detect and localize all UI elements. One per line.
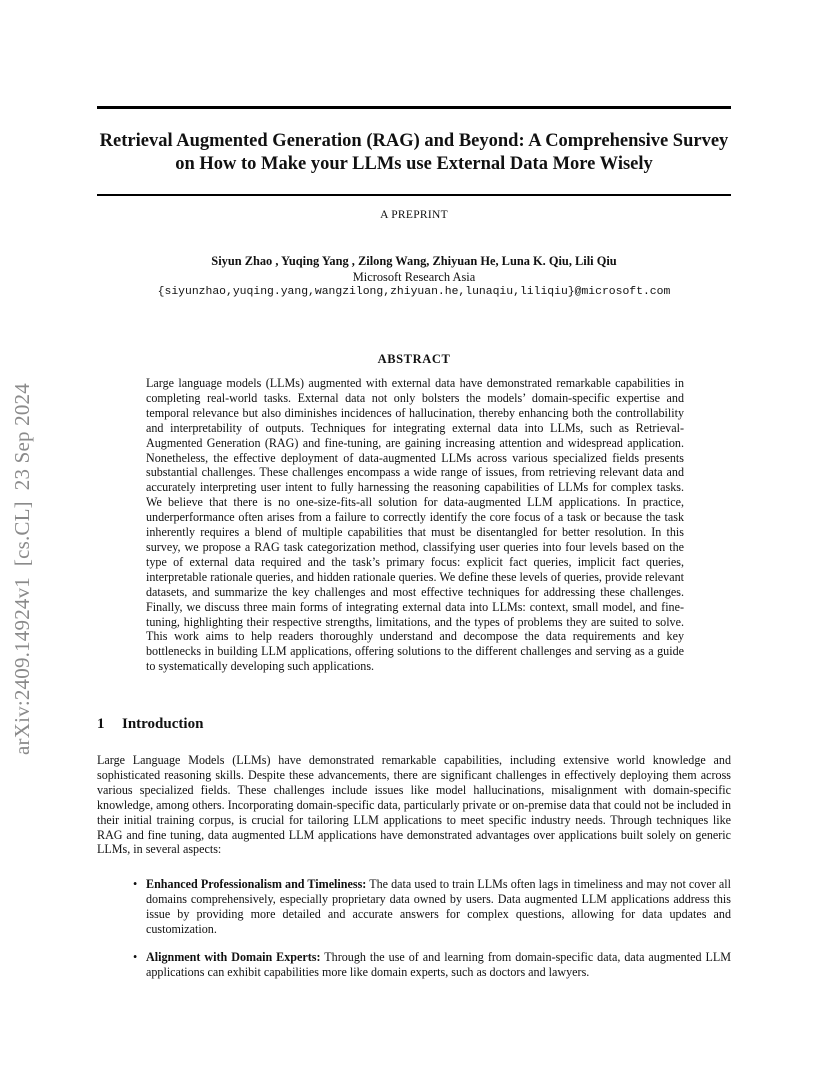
arxiv-stamp: arXiv:2409.14924v1 [cs.CL] 23 Sep 2024 xyxy=(10,383,34,755)
section-heading xyxy=(97,716,203,733)
bullet-icon: • xyxy=(133,877,138,891)
bullet-term: Enhanced Professionalism and Timeliness: xyxy=(146,877,367,891)
preprint-label: A PREPRINT xyxy=(380,209,448,221)
bullet-text: Through the use of and learning from domain-specific data, data augmented LLM applications can exhibit capabilities more like domain experts, such as doctors and lawyers. xyxy=(146,949,731,979)
list-item xyxy=(133,877,731,937)
section-title: Introduction xyxy=(122,716,204,732)
list-item xyxy=(133,950,731,980)
abstract-heading: ABSTRACT xyxy=(377,352,451,366)
title-bottom-rule xyxy=(97,194,731,196)
bullet-icon: • xyxy=(133,949,138,964)
bullet-term: Alignment with Domain Experts: xyxy=(146,949,321,964)
advantages-list xyxy=(133,877,731,992)
affiliation: Microsoft Research Asia xyxy=(352,269,476,284)
author-block xyxy=(97,254,731,301)
author-emails: {siyunzhao,yuqing.yang,wangzilong,zhiyuan.he,lunaqiu,liliqiu}@microsoft.com xyxy=(157,286,671,298)
intro-paragraph: Large Language Models (LLMs) have demonstrated remarkable capabilities, including extensive world knowledge and sophisticated reasoning skills. Despite these advancements, there are significant challenges in effectively deploying them across various specialized fields. These challenges include issues like model hallucinations, misalignment with domain-specific knowledge, among others. Incorporating domain-specific data, particularly private or on-premise data that could not be included in their initial training corpus, is crucial for tailoring LLM applications to meet specific industry needs. Through techniques like RAG and fine tuning, data augmented LLM applications have demonstrated advantages over applications built solely on generic LLMs, in several aspects: xyxy=(97,753,731,857)
bullet-text: The data used to train LLMs often lags in timeliness and may not cover all domains comprehensively, especially proprietary data owned by users. Data augmented LLM applications address this issue by providing more detailed and accurate answers for complex questions, allowing for data updates and customization. xyxy=(146,877,731,936)
author-names: Siyun Zhao , Yuqing Yang , Zilong Wang, Zhiyuan He, Luna K. Qiu, Lili Qiu xyxy=(211,254,617,268)
title-top-rule xyxy=(97,106,731,109)
abstract-text: Large language models (LLMs) augmented with external data have demonstrated remarkable capabilities in completing real-world tasks. External data not only bolsters the models’ domain-specific expertise and temporal relevance but also diminishes incidences of hallucination, thereby enhancing both the controllability and interpretability of outputs. Techniques for integrating external data into LLMs, such as Retrieval-Augmented Generation (RAG) and fine-tuning, are gaining increasing attention and widespread application. Nonetheless, the effective deployment of data-augmented LLMs across various specialized fields presents substantial challenges. These challenges encompass a wide range of issues, from retrieving relevant data and accurately interpreting user intent to fully harnessing the reasoning capabilities of LLMs for complex tasks. We believe that there is no one-size-fits-all solution for data-augmented LLM applications. In practice, underperformance often arises from a failure to correctly identify the core focus of a task or because the task inherently requires a blend of multiple capabilities that must be disentangled for better resolution. In this survey, we propose a RAG task categorization method, classifying user queries into four levels based on the type of external data required and the task’s primary focus: explicit fact queries, implicit fact queries, interpretable rationale queries, and hidden rationale queries. We define these levels of queries, provide relevant datasets, and summarize the key challenges and most effective techniques for addressing these challenges. Finally, we discuss three main forms of integrating external data into LLMs: context, small model, and fine-tuning, highlighting their respective strengths, limitations, and the types of problems they are suited to solve. This work aims to help readers thoroughly understand and decompose the data requirements and key bottlenecks in building LLM applications, offering solutions to the different challenges and serving as a guide to systematically developing such applications. xyxy=(146,376,684,674)
section-number: 1 xyxy=(97,716,105,732)
paper-title: Retrieval Augmented Generation (RAG) and Beyond: A Comprehensive Survey on How to Make your LLMs use External Data More Wisely xyxy=(99,131,729,174)
